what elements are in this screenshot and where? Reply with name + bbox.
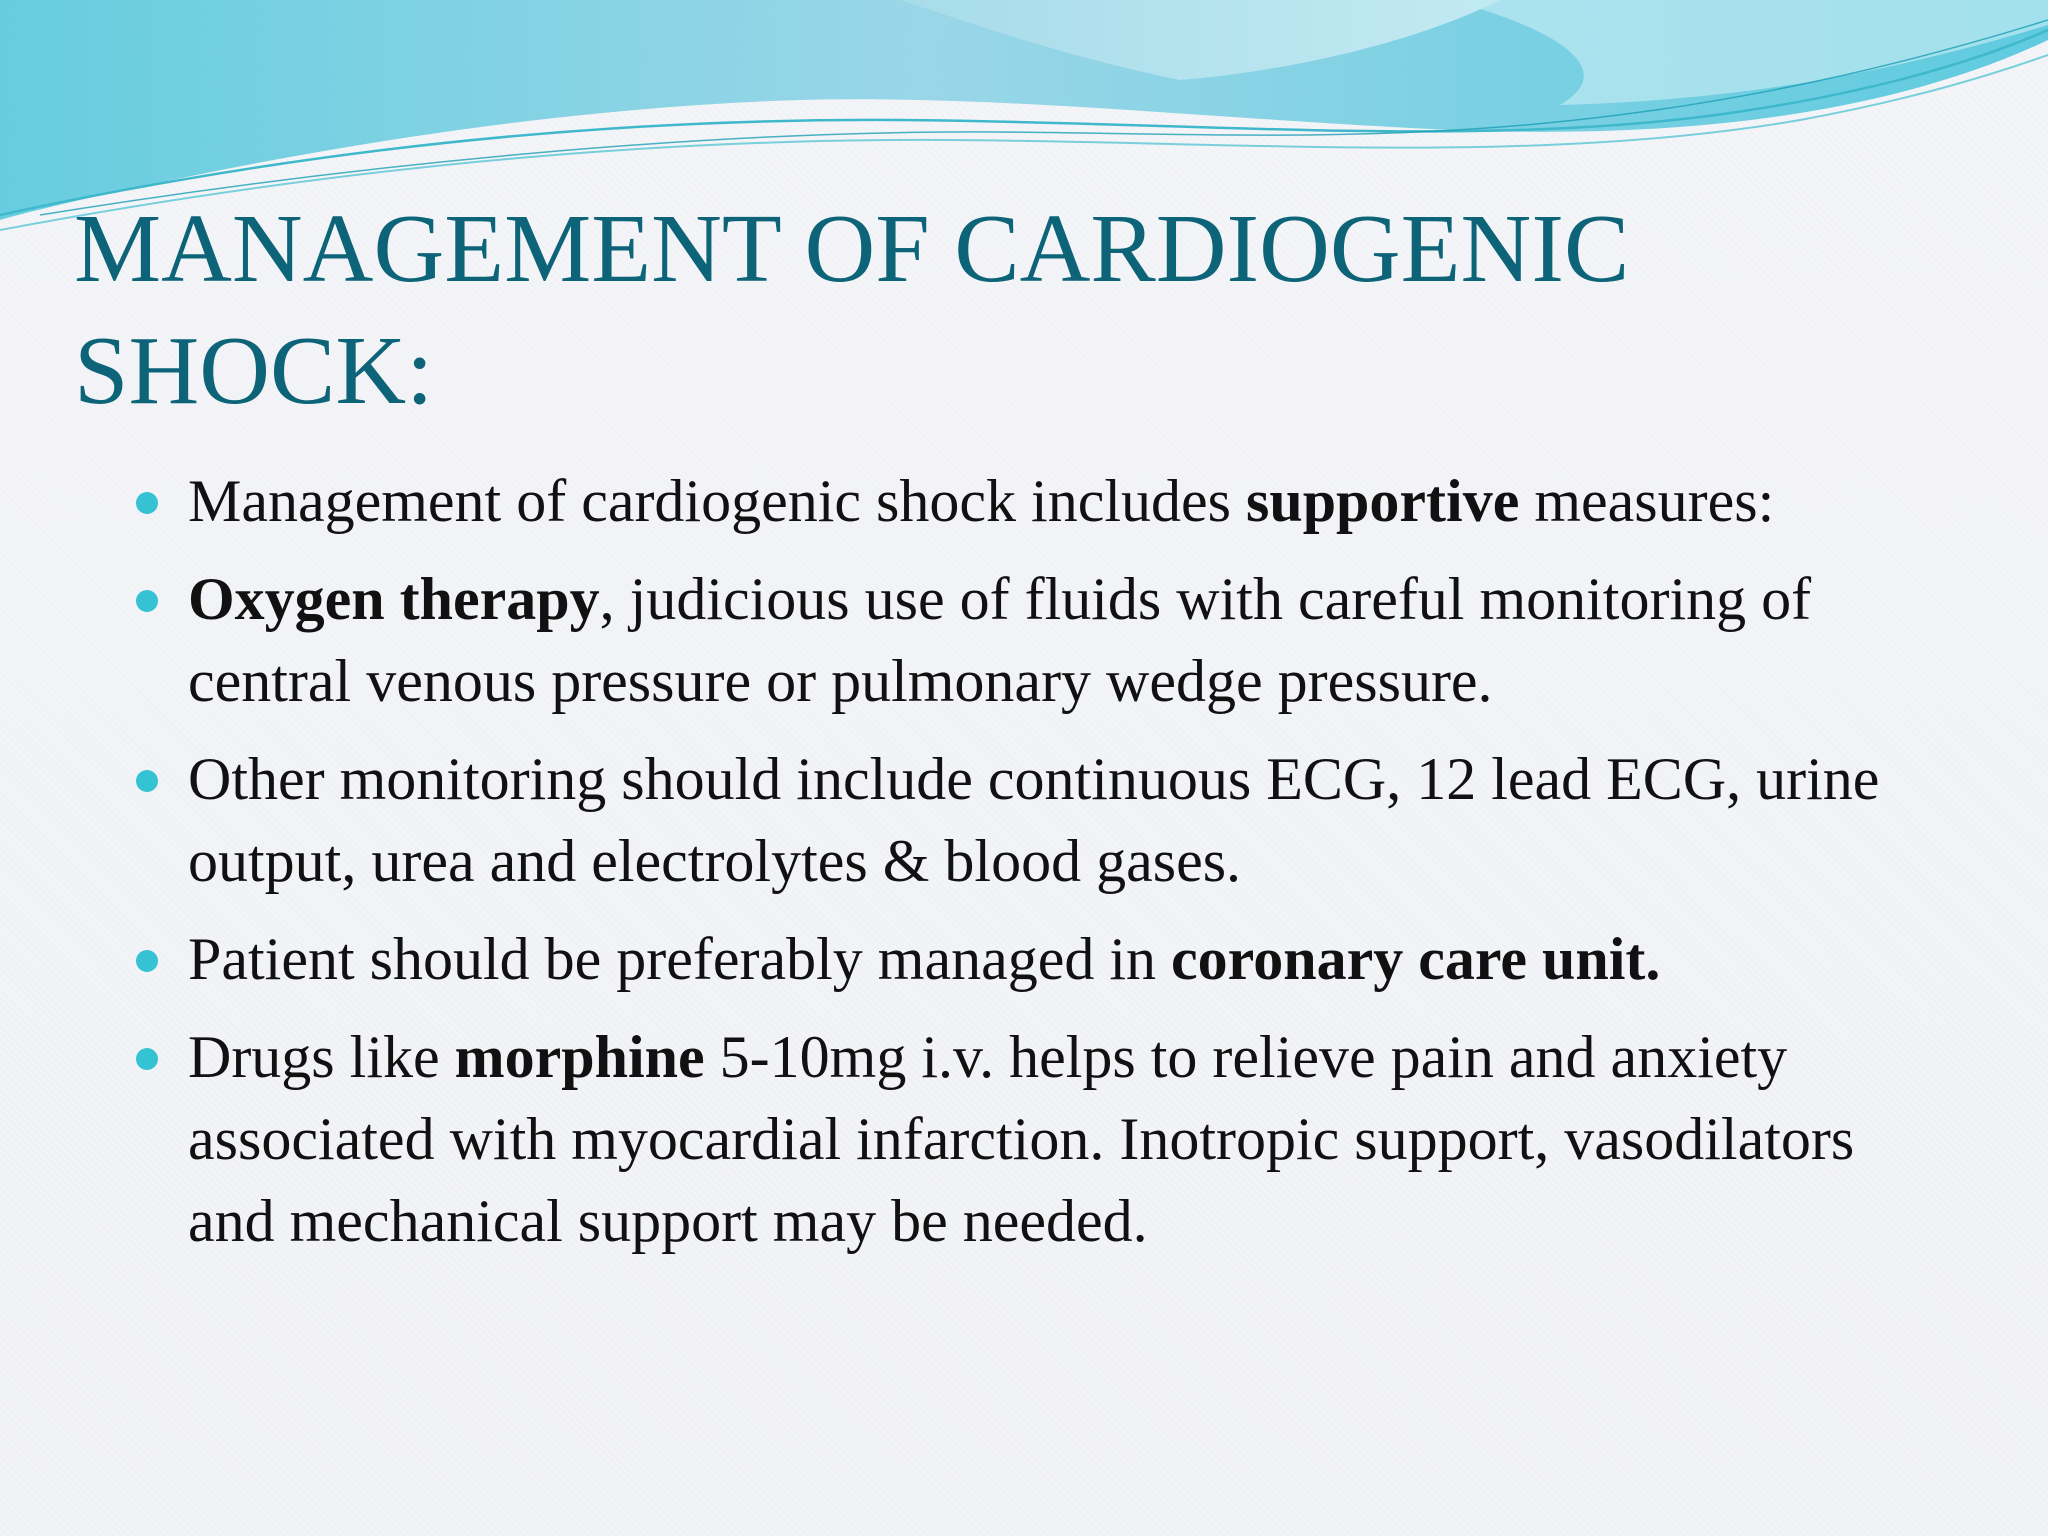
bullet-text: Patient should be preferably managed in — [188, 926, 1172, 992]
bullet-bold-text: coronary care unit. — [1171, 926, 1661, 992]
bullet-dot-icon — [136, 1048, 158, 1070]
bullet-text: Drugs like — [188, 1024, 455, 1090]
bullet-text: Management of cardiogenic shock includes — [188, 468, 1246, 534]
bullet-list — [140, 460, 1940, 1278]
bullet-item — [140, 1016, 1940, 1262]
bullet-text: Other monitoring should include continuous ECG, 12 lead ECG, urine output, urea and electrolytes & blood gases. — [188, 746, 1880, 894]
bullet-bold-text: Oxygen therapy — [188, 566, 600, 632]
bullet-bold-text: supportive — [1245, 468, 1520, 534]
bullet-item — [140, 738, 1940, 902]
bullet-text: , judicious use of fluids with careful monitoring of central venous pressure or pulmonary wedge pressure. — [188, 566, 1812, 714]
bullet-item — [140, 918, 1940, 1000]
bullet-item — [140, 460, 1940, 542]
bullet-dot-icon — [136, 590, 158, 612]
bullet-item — [140, 558, 1940, 722]
bullet-bold-text: morphine — [454, 1024, 705, 1090]
bullet-dot-icon — [136, 950, 158, 972]
bullet-text: measures: — [1519, 468, 1775, 534]
slide-title: MANAGEMENT OF CARDIOGENIC SHOCK: — [74, 195, 1630, 425]
bullet-dot-icon — [136, 770, 158, 792]
bullet-dot-icon — [136, 492, 158, 514]
bullet-text: 5-10mg i.v. helps to relieve pain and anxiety associated with myocardial infarction. Inotropic support, vasodilators and mechanical support may be needed. — [188, 1024, 1855, 1254]
